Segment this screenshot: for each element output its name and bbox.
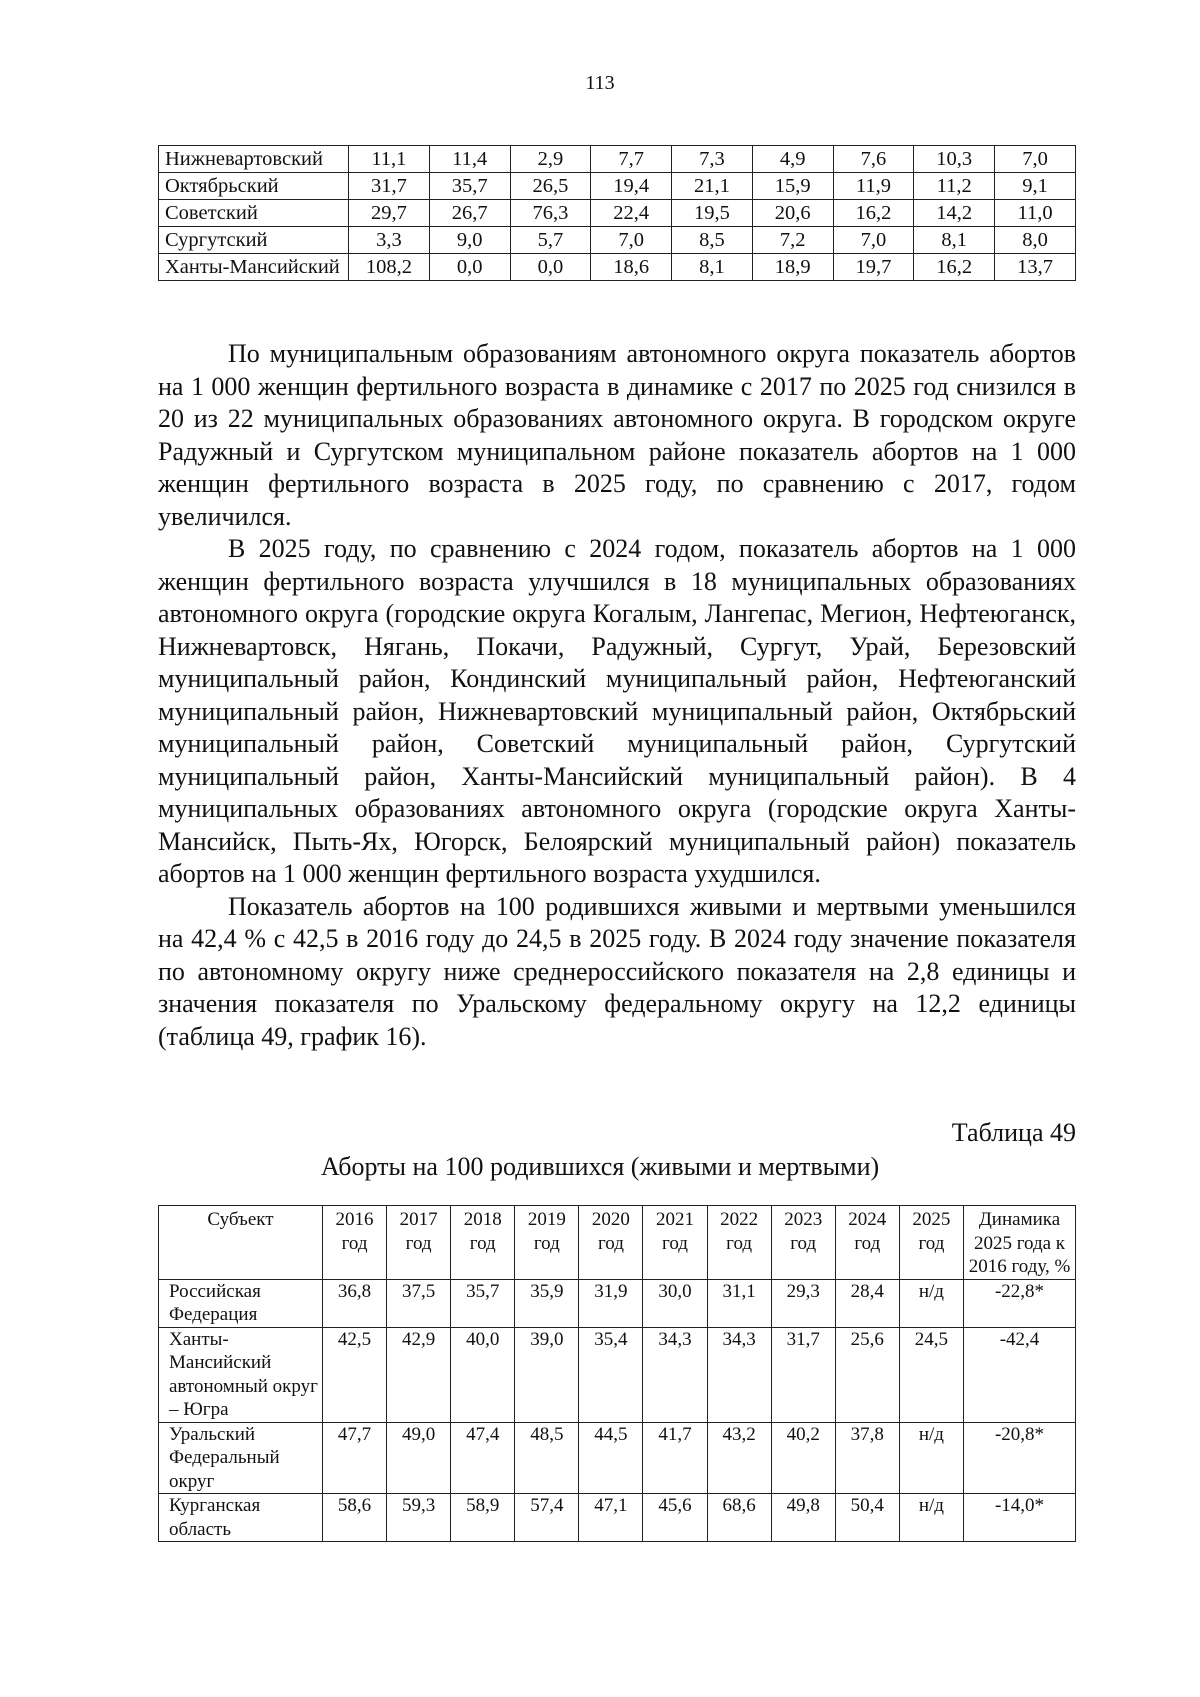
paragraph: В 2025 году, по сравнению с 2024 годом, показатель абортов на 1 000 женщин фертильного возраста улучшился в 18 муниципальных образованиях автономного округа (городские округа Когалым, Лангепас, Мегион, Нефтеюганск, Нижневартовск, Нягань, Покачи, Радужный, Сургут, Урай, Березовский муниципальный район, Кондинский муниципальный район, Нефтеюганский муниципальный район, Нижневартовский муниципальный район, Октябрьский муниципальный район, Советский муниципальный район, Сургутский муниципальный район, Ханты-Мансийский муниципальный район). В 4 муниципальных образованиях автономного округа (городские округа Ханты-Мансийск, Пыть-Ях, Югорск, Белоярский муниципальный район) показатель абортов на 1 000 женщин фертильного возраста ухудшился. — [158, 534, 1076, 888]
table-cell: 36,8 — [323, 1279, 387, 1327]
table-cell: 29,7 — [349, 200, 430, 227]
table-row — [159, 227, 1076, 254]
table-cell: 19,7 — [833, 254, 914, 281]
row-label: Ханты-Мансийский автономный округ – Югра — [159, 1327, 323, 1422]
table-cell: 0,0 — [510, 254, 591, 281]
table-cell: 41,7 — [643, 1422, 707, 1494]
column-header: 2020 год — [579, 1206, 643, 1280]
table-row — [159, 1279, 1076, 1327]
table-cell: 44,5 — [579, 1422, 643, 1494]
column-header: 2017 год — [387, 1206, 451, 1280]
table-cell: 18,6 — [591, 254, 672, 281]
table-cell: 35,4 — [579, 1327, 643, 1422]
table-cell: 34,3 — [643, 1327, 707, 1422]
table-cell: 21,1 — [672, 173, 753, 200]
column-header: 2024 год — [835, 1206, 899, 1280]
table-row — [159, 1494, 1076, 1542]
table-cell: 15,9 — [752, 173, 833, 200]
table-cell: 19,4 — [591, 173, 672, 200]
table-cell: 47,1 — [579, 1494, 643, 1542]
table-cell: н/д — [899, 1494, 963, 1542]
table-cell: 31,9 — [579, 1279, 643, 1327]
table-cell: 7,0 — [591, 227, 672, 254]
table-cell: 43,2 — [707, 1422, 771, 1494]
table-cell: -42,4 — [964, 1327, 1076, 1422]
row-label: Октябрьский — [159, 173, 349, 200]
table-cell: 8,1 — [914, 227, 995, 254]
table-cell: 49,8 — [771, 1494, 835, 1542]
table-cell: 7,6 — [833, 146, 914, 173]
table-cell: 11,0 — [995, 200, 1076, 227]
column-header: 2025 год — [899, 1206, 963, 1280]
row-label: Российская Федерация — [159, 1279, 323, 1327]
table-cell: 9,1 — [995, 173, 1076, 200]
column-header: Субъект — [159, 1206, 323, 1280]
page-number: 113 — [585, 72, 615, 94]
table-cell: 0,0 — [429, 254, 510, 281]
table-cell: 7,3 — [672, 146, 753, 173]
table-cell: 42,5 — [323, 1327, 387, 1422]
table-cell: 16,2 — [833, 200, 914, 227]
table-cell: 40,0 — [451, 1327, 515, 1422]
table-row — [159, 200, 1076, 227]
table-cell: 37,5 — [387, 1279, 451, 1327]
table-cell: 25,6 — [835, 1327, 899, 1422]
table-cell: 57,4 — [515, 1494, 579, 1542]
table-row — [159, 1422, 1076, 1494]
column-header: 2016 год — [323, 1206, 387, 1280]
table-cell: 31,7 — [349, 173, 430, 200]
table-cell: 2,9 — [510, 146, 591, 173]
table-cell: 108,2 — [349, 254, 430, 281]
row-label: Курганская область — [159, 1494, 323, 1542]
table-cell: 8,0 — [995, 227, 1076, 254]
table-cell: 7,7 — [591, 146, 672, 173]
table-number: Таблица 49 — [951, 1118, 1076, 1147]
table-cell: 76,3 — [510, 200, 591, 227]
table-cell: 13,7 — [995, 254, 1076, 281]
abortions-per-100-births-table — [158, 1205, 1076, 1542]
table-cell: 7,0 — [833, 227, 914, 254]
column-header: 2021 год — [643, 1206, 707, 1280]
table-cell: 48,5 — [515, 1422, 579, 1494]
table-cell: 35,9 — [515, 1279, 579, 1327]
table-cell: 59,3 — [387, 1494, 451, 1542]
table-cell: 35,7 — [429, 173, 510, 200]
table-cell: 4,9 — [752, 146, 833, 173]
column-header: Динамика 2025 года к 2016 году, % — [964, 1206, 1076, 1280]
table-cell: 35,7 — [451, 1279, 515, 1327]
table-cell: н/д — [899, 1422, 963, 1494]
table-cell: -22,8* — [964, 1279, 1076, 1327]
column-header: 2018 год — [451, 1206, 515, 1280]
table-cell: 11,1 — [349, 146, 430, 173]
table-cell: 68,6 — [707, 1494, 771, 1542]
table-cell: 16,2 — [914, 254, 995, 281]
table-row — [159, 254, 1076, 281]
table-cell: 29,3 — [771, 1279, 835, 1327]
table-cell: 58,6 — [323, 1494, 387, 1542]
table-cell: н/д — [899, 1279, 963, 1327]
table-cell: 9,0 — [429, 227, 510, 254]
table-cell: 26,5 — [510, 173, 591, 200]
table-row — [159, 1327, 1076, 1422]
table-cell: -20,8* — [964, 1422, 1076, 1494]
row-label: Советский — [159, 200, 349, 227]
table-cell: 11,9 — [833, 173, 914, 200]
table-cell: 20,6 — [752, 200, 833, 227]
table-row — [159, 146, 1076, 173]
row-label: Уральский Федеральный округ — [159, 1422, 323, 1494]
table-cell: 37,8 — [835, 1422, 899, 1494]
table-cell: 58,9 — [451, 1494, 515, 1542]
table-cell: 40,2 — [771, 1422, 835, 1494]
table-cell: 11,4 — [429, 146, 510, 173]
paragraph: Показатель абортов на 100 родившихся живыми и мертвыми уменьшился на 42,4 % с 42,5 в 2016 году до 24,5 в 2025 году. В 2024 году значение показателя по автономному округу ниже среднероссийского показателя на 2,8 единицы и значения показателя по Уральскому федеральному округу на 12,2 единицы (таблица 49, график 16). — [158, 891, 1076, 1051]
table-cell: 7,0 — [995, 146, 1076, 173]
table-cell: 39,0 — [515, 1327, 579, 1422]
column-header: 2022 год — [707, 1206, 771, 1280]
table-cell: 10,3 — [914, 146, 995, 173]
table-cell: 45,6 — [643, 1494, 707, 1542]
table-cell: 47,7 — [323, 1422, 387, 1494]
table-cell: 31,7 — [771, 1327, 835, 1422]
table-cell: 8,1 — [672, 254, 753, 281]
table-cell: -14,0* — [964, 1494, 1076, 1542]
table-cell: 49,0 — [387, 1422, 451, 1494]
table-cell: 18,9 — [752, 254, 833, 281]
table-cell: 42,9 — [387, 1327, 451, 1422]
table-title: Аборты на 100 родившихся (живыми и мертвыми) — [320, 1152, 880, 1181]
table-cell: 14,2 — [914, 200, 995, 227]
table-cell: 26,7 — [429, 200, 510, 227]
paragraph: По муниципальным образованиям автономного округа показатель абортов на 1 000 женщин фертильного возраста в динамике с 2017 по 2025 год снизился в 20 из 22 муниципальных образованиях автономного округа. В городском округе Радужный и Сургутском муниципальном районе показатель абортов на 1 000 женщин фертильного возраста в 2025 году, по сравнению с 2017, годом увеличился. — [158, 339, 1076, 531]
row-label: Ханты-Мансийский — [159, 254, 349, 281]
table-cell: 5,7 — [510, 227, 591, 254]
table-cell: 31,1 — [707, 1279, 771, 1327]
table-cell: 22,4 — [591, 200, 672, 227]
municipal-abortion-table — [158, 145, 1076, 281]
table-cell: 11,2 — [914, 173, 995, 200]
table-cell: 8,5 — [672, 227, 753, 254]
table-row — [159, 173, 1076, 200]
table-cell: 50,4 — [835, 1494, 899, 1542]
row-label: Нижневартовский — [159, 146, 349, 173]
table-cell: 30,0 — [643, 1279, 707, 1327]
table-cell: 47,4 — [451, 1422, 515, 1494]
column-header: 2019 год — [515, 1206, 579, 1280]
table-cell: 28,4 — [835, 1279, 899, 1327]
column-header: 2023 год — [771, 1206, 835, 1280]
table-cell: 34,3 — [707, 1327, 771, 1422]
table-cell: 7,2 — [752, 227, 833, 254]
row-label: Сургутский — [159, 227, 349, 254]
table-cell: 24,5 — [899, 1327, 963, 1422]
table-cell: 3,3 — [349, 227, 430, 254]
body-text — [158, 338, 1076, 1053]
table-cell: 19,5 — [672, 200, 753, 227]
